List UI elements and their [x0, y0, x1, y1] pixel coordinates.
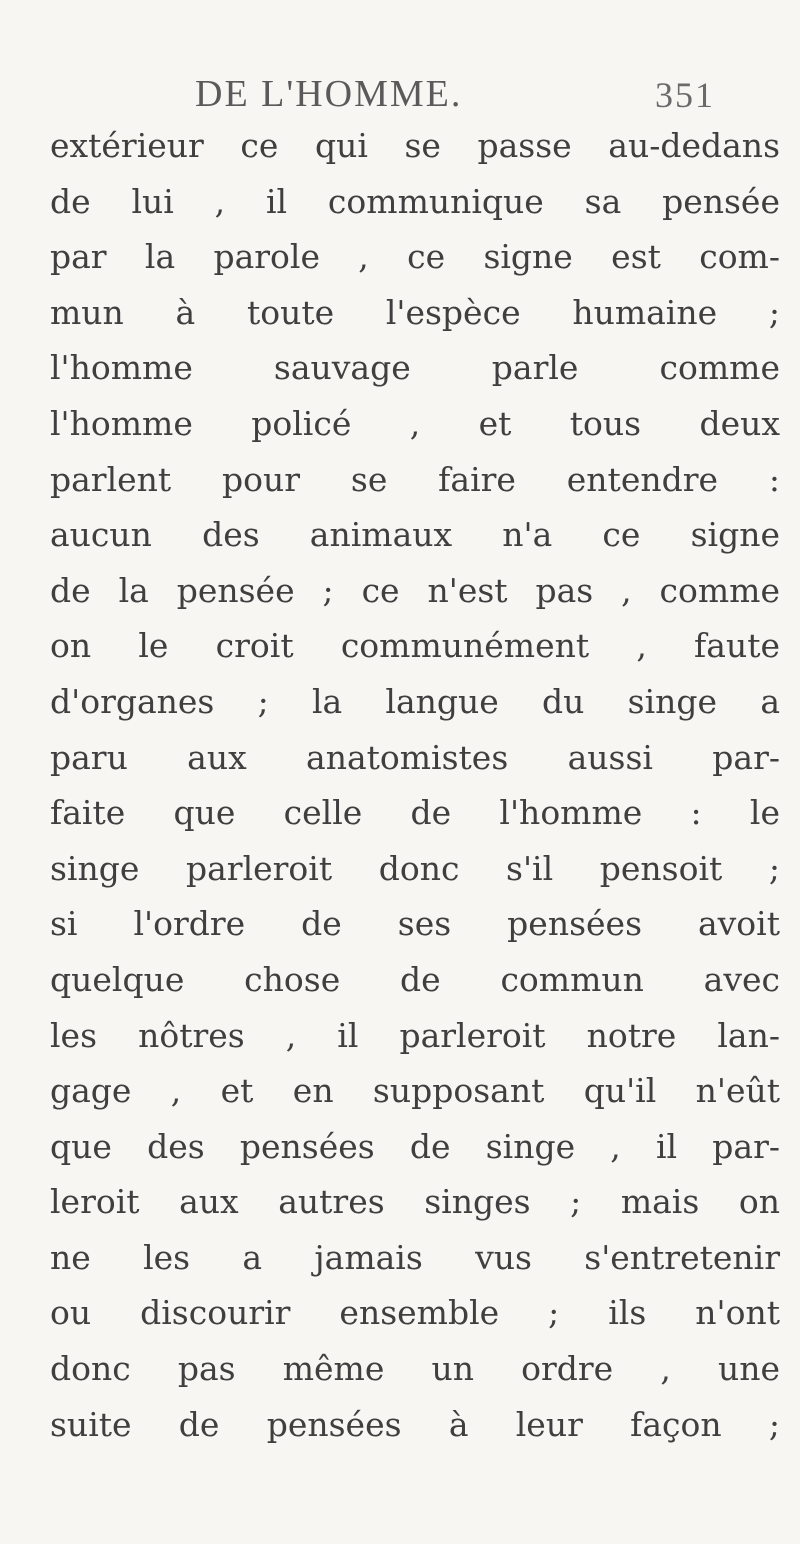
- text-line: l'homme sauvage parle comme: [50, 348, 780, 388]
- page-number: 351: [655, 75, 715, 115]
- body-text: [50, 118, 780, 1452]
- text-line: on le croit communément , faute: [50, 626, 780, 666]
- running-head-title: DE L'HOMME.: [195, 73, 463, 115]
- text-line: paru aux anatomistes aussi par-: [50, 737, 780, 777]
- text-line: aucun des animaux n'a ce signe: [50, 515, 780, 555]
- text-line: faite que celle de l'homme : le: [50, 793, 780, 833]
- running-head: [195, 72, 715, 120]
- text-line: de la pensée ; ce n'est pas , comme: [50, 570, 780, 610]
- text-line: d'organes ; la langue du singe a: [50, 681, 780, 721]
- text-line: parlent pour se faire entendre :: [50, 459, 780, 499]
- text-line: par la parole , ce signe est com-: [50, 237, 780, 277]
- text-line: que des pensées de singe , il par-: [50, 1126, 780, 1166]
- text-line: ne les a jamais vus s'entretenir: [50, 1237, 780, 1277]
- text-line: donc pas même un ordre , une: [50, 1349, 780, 1389]
- text-line: de lui , il communique sa pensée: [50, 181, 780, 221]
- text-line: si l'ordre de ses pensées avoit: [50, 904, 780, 944]
- text-line: les nôtres , il parleroit notre lan-: [50, 1015, 780, 1055]
- text-line: ou discourir ensemble ; ils n'ont: [50, 1293, 780, 1333]
- text-line: mun à toute l'espèce humaine ;: [50, 292, 780, 332]
- text-line: singe parleroit donc s'il pensoit ;: [50, 848, 780, 888]
- text-line: extérieur ce qui se passe au-dedans: [50, 126, 780, 165]
- text-line: leroit aux autres singes ; mais on: [50, 1182, 780, 1222]
- text-line: l'homme policé , et tous deux: [50, 403, 780, 443]
- text-line: gage , et en supposant qu'il n'eût: [50, 1071, 780, 1111]
- text-line: suite de pensées à leur façon ;: [50, 1404, 780, 1444]
- text-line: quelque chose de commun avec: [50, 959, 780, 999]
